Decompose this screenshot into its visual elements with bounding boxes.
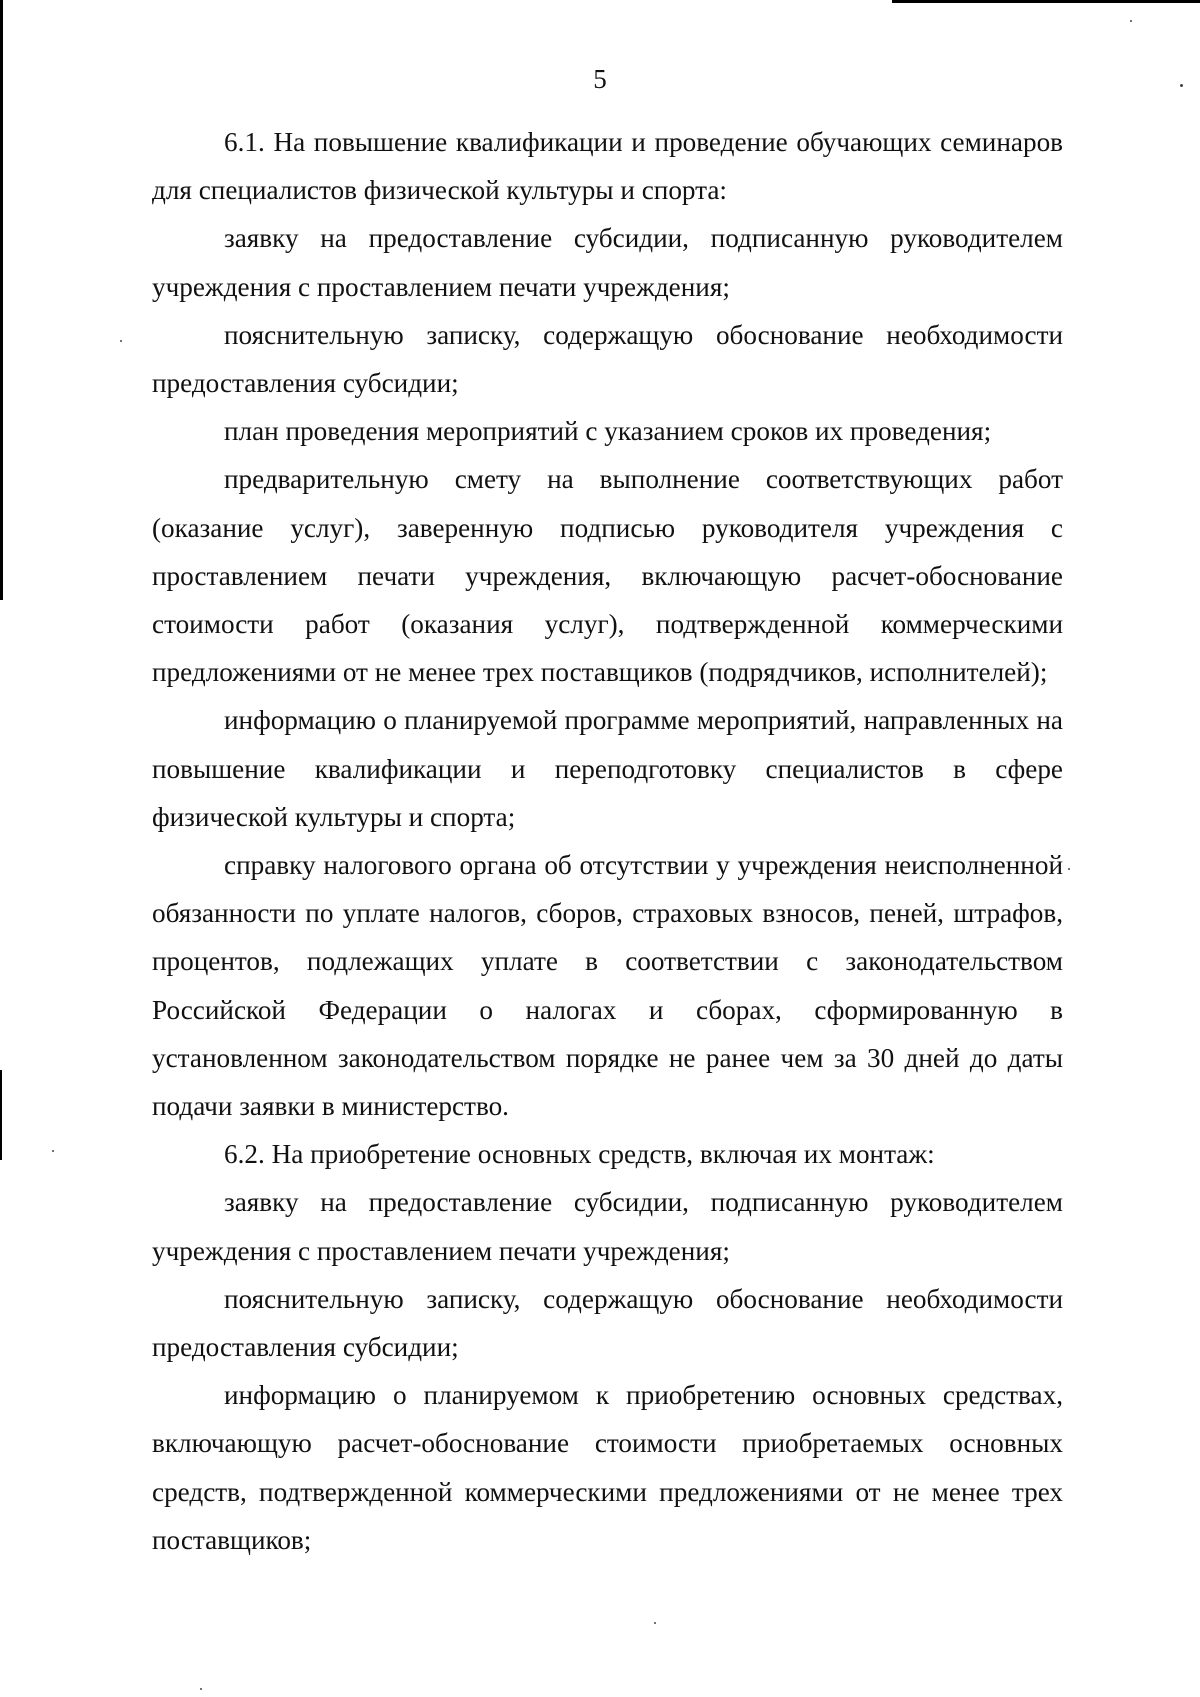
section-heading-6-1: 6.1. На повышение квалификации и проведение обучающих семинаров для специалистов физической культуры и спорта: [152,127,1063,206]
list-item: информацию о планируемом к приобретению основных средствах, включающую расчет-обоснование стоимости приобретаемых основных средств, подтвержденной коммерческими предложениями от не менее трех поставщиков; [152,1380,1063,1555]
list-item: пояснительную записку, содержащую обоснование необходимости предоставления субсидии; [152,319,1063,399]
list-item: справку налогового органа об отсутствии у учреждения неисполненной обязанности по уплате налогов, сборов, страховых взносов, пеней, штрафов, процентов, подлежащих уплате в соответствии с законодательством Российской Федерации о налогах и сборах, сформированную в установленном законодательством порядке не ранее чем за 30 дней до даты подачи заявки в министерство. [152,850,1063,1122]
list-item: заявку на предоставление субсидии, подписанную руководителем учреждения с проставлением печати учреждения; [152,1187,1063,1266]
scan-speck [654,1622,656,1624]
section-heading-6-2: 6.2. На приобретение основных средств, включая их монтаж: [224,1139,935,1170]
list-item: информацию о планируемой программе мероприятий, направленных на повышение квалификации и переподготовку специалистов в сфере физической культуры и спорта; [152,705,1063,832]
page-number: 5 [593,64,607,94]
scan-speck [120,340,122,342]
scan-edge-left-lower [0,1070,2,1160]
scan-speck [1130,20,1132,22]
list-item: предварительную смету на выполнение соответствующих работ (оказание услуг), заверенную подписью руководителя учреждения с проставлением печати учреждения, включающую расчет-обоснование стоимости работ (оказания услуг), подтвержденной коммерческими предложениями от не менее трех поставщиков (подрядчиков, исполнителей); [152,464,1063,688]
list-item: заявку на предоставление субсидии, подписанную руководителем учреждения с проставлением печати учреждения; [152,223,1063,302]
list-item: план проведения мероприятий с указанием сроков их проведения; [224,416,992,447]
scan-speck [1068,868,1070,870]
scan-speck [200,1688,202,1690]
scan-edge-top [892,0,1200,3]
scan-speck [52,1150,54,1152]
document-body [152,118,1063,1564]
list-item: пояснительную записку, содержащую обоснование необходимости предоставления субсидии; [152,1283,1063,1363]
